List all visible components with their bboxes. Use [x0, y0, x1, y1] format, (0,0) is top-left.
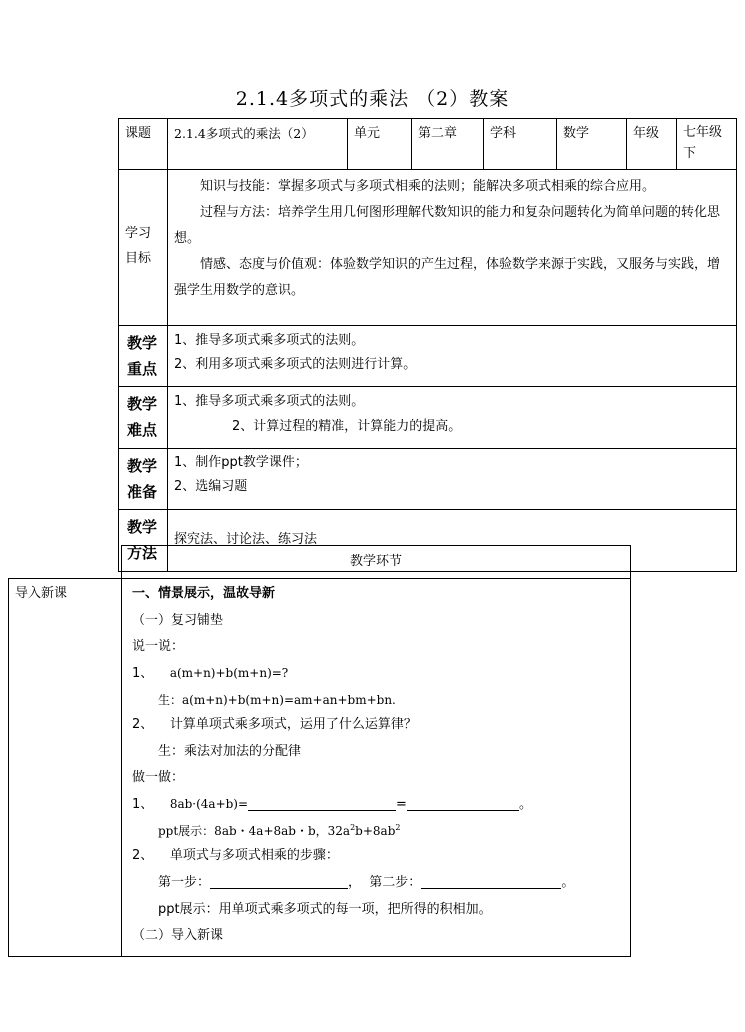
- key-point-2: 2、利用多项式乘多项式的法则进行计算。: [174, 357, 417, 373]
- process-content-row: [9, 579, 631, 957]
- do-prompt: 做一做：: [132, 770, 185, 786]
- answer-2: 生：乘法对加法的分配律: [158, 743, 302, 759]
- difficulties-content: [168, 387, 737, 449]
- question-1: 1、 a(m+n)+b(m+n)=?: [132, 665, 289, 681]
- objective-attitude: 情感、态度与价值观：体验数学知识的产生过程，体验数学来源于实践，又服务与实践，增强学生用数学的意识。: [174, 256, 721, 298]
- answer-1: 生：a(m+n)+b(m+n)=am+an+bm+bn.: [158, 692, 396, 707]
- exercise-1: 1、 8ab·(4a+b)= = 。: [132, 797, 532, 813]
- steps-line: 第一步： ， 第二步： 。: [158, 874, 575, 890]
- answer-blank: [248, 798, 396, 811]
- objectives-row: [119, 169, 737, 325]
- key-points-label: 教学重点: [119, 325, 168, 387]
- unit-label: 单元: [348, 119, 412, 170]
- answer-blank: [421, 876, 561, 889]
- process-header: 教学环节: [122, 546, 631, 579]
- answer-blank: [210, 876, 348, 889]
- methods-label: 教学方法: [119, 510, 168, 572]
- objectives-label: 学习目标: [119, 169, 168, 325]
- preparation-content: [168, 448, 737, 510]
- objectives-content: [168, 169, 737, 325]
- topic-label: 课题: [119, 119, 168, 170]
- unit-value: 第二章: [412, 119, 484, 170]
- grade-label: 年级: [627, 119, 677, 170]
- preparation-label: 教学准备: [119, 448, 168, 510]
- key-points-row: [119, 325, 737, 387]
- say-prompt: 说一说：: [132, 639, 185, 655]
- difficulties-row: [119, 387, 737, 449]
- lesson-info-table: [118, 118, 737, 572]
- objective-process: 过程与方法：培养学生用几何图形理解代数知识的能力和复杂问题转化为简单问题的转化思想。: [174, 204, 721, 246]
- subsection-review: （一）复习铺垫: [132, 612, 224, 628]
- info-row: [119, 119, 737, 170]
- grade-value: 七年级下: [677, 119, 737, 170]
- ppt-display-1: ppt展示：8ab・4a+8ab・b，$32a^2b+8ab^2$: [158, 822, 401, 838]
- subsection-new-lesson: （二）导入新课: [132, 928, 224, 944]
- teaching-process-table: [8, 545, 631, 957]
- exercise-2: 2、 单项式与多项式相乘的步骤：: [132, 848, 339, 864]
- topic-value: 2.1.4多项式的乘法（2）: [168, 119, 348, 170]
- process-content: [122, 579, 631, 957]
- preparation-row: [119, 448, 737, 510]
- process-header-row: [9, 546, 631, 579]
- subject-label: 学科: [484, 119, 557, 170]
- section-heading: 一、情景展示，温故导新: [132, 586, 276, 601]
- difficulty-2: 2、计算过程的精准，计算能力的提高。: [232, 418, 462, 434]
- key-point-1: 1、推导多项式乘多项式的法则。: [174, 332, 365, 348]
- methods-text: 探究法、讨论法、练习法: [174, 532, 318, 547]
- difficulties-label: 教学难点: [119, 387, 168, 449]
- subject-value: 数学: [557, 119, 627, 170]
- ppt-display-2: ppt展示：用单项式乘多项式的每一项，把所得的积相加。: [158, 901, 492, 917]
- document-title: 2.1.4多项式的乘法 （2）教案: [235, 88, 510, 110]
- difficulty-1: 1、推导多项式乘多项式的法则。: [174, 394, 365, 410]
- stage-label: 导入新课: [9, 579, 122, 957]
- preparation-1: 1、制作ppt教学课件；: [174, 454, 308, 470]
- answer-blank: [407, 798, 519, 811]
- question-2: 2、 计算单项式乘多项式，运用了什么运算律？: [132, 717, 417, 733]
- key-points-content: [168, 325, 737, 387]
- preparation-2: 2、选编习题: [174, 479, 248, 495]
- objective-knowledge: 知识与技能：掌握多项式与多项式相乘的法则；能解决多项式相乘的综合应用。: [200, 178, 656, 194]
